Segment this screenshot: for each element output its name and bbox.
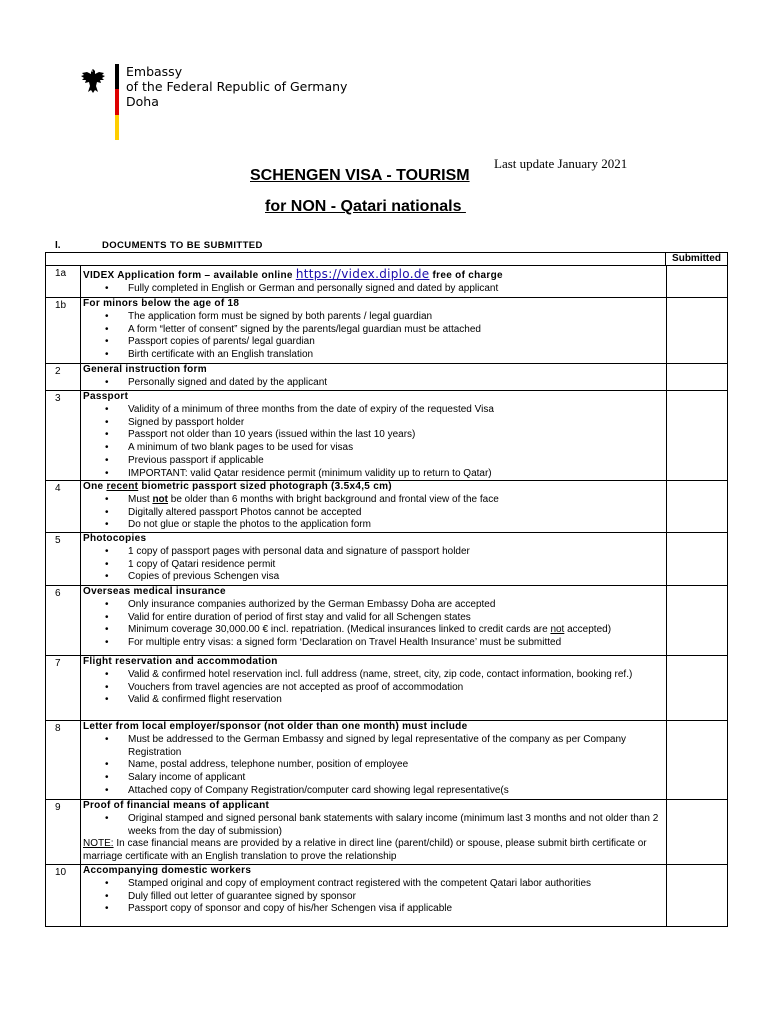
row-heading: For minors below the age of 18 — [83, 298, 240, 309]
row-heading: Photocopies — [83, 533, 147, 544]
bullet-item: • Copies of previous Schengen visa — [83, 571, 666, 584]
documents-checklist-table — [45, 252, 728, 927]
bullet-text-suffix: be older than 6 months with bright background and frontal view of the face — [168, 493, 499, 505]
embassy-line-3: Doha — [126, 94, 159, 109]
row-number: 3 — [46, 391, 81, 480]
row-description — [82, 533, 666, 585]
bullet-item: • Digitally altered passport Photos cannot be accepted — [83, 507, 666, 520]
german-flag-bar — [115, 64, 119, 140]
bullet-item: • Attached copy of Company Registration/computer card showing legal representative(s — [83, 785, 666, 798]
row-heading: Passport — [83, 391, 129, 402]
table-row — [46, 390, 727, 480]
table-row — [46, 480, 727, 532]
bullet-item — [83, 494, 666, 507]
bullet-item: • Vouchers from travel agencies are not accepted as proof of accommodation — [83, 682, 666, 695]
row-number: 10 — [46, 865, 81, 927]
row-heading: Letter from local employer/sponsor (not older than one month) must include — [83, 721, 468, 732]
row-heading — [83, 268, 666, 283]
submitted-checkbox[interactable] — [666, 656, 727, 720]
table-row — [46, 799, 727, 864]
document-title: SCHENGEN VISA - TOURISM — [250, 167, 470, 184]
submitted-column-header: Submitted — [665, 253, 727, 266]
bullet-item: • Valid & confirmed hotel reservation incl. full address (name, street, city, zip code, contact information, booking ref.) — [83, 669, 666, 682]
row-heading: Proof of financial means of applicant — [83, 800, 270, 811]
row-description — [82, 586, 666, 655]
row-number: 6 — [46, 586, 81, 655]
bullet-text-suffix: accepted) — [564, 624, 612, 636]
submitted-checkbox[interactable] — [666, 865, 727, 927]
table-row — [46, 363, 727, 390]
row-heading-text: VIDEX Application form – available online — [83, 270, 296, 281]
row-heading-suffix: biometric passport sized photograph (3.5x4,5 cm) — [138, 481, 392, 492]
submitted-checkbox[interactable] — [666, 266, 727, 297]
table-row — [46, 720, 727, 799]
bullet-item: • Passport not older than 10 years (issued within the last 10 years) — [83, 429, 666, 442]
bullet-item: • Stamped original and copy of employment contract registered with the competent Qatari labor authorities — [83, 878, 666, 891]
bullet-item: • Valid & confirmed flight reservation — [83, 694, 666, 707]
bullet-emphasis: not — [550, 624, 565, 636]
table-row — [46, 532, 727, 585]
row-heading-suffix: free of charge — [429, 270, 503, 281]
last-update-date: Last update January 2021 — [494, 156, 628, 171]
flag-stripe-black — [115, 64, 119, 89]
section-number: I. — [55, 240, 61, 251]
bullet-item: • IMPORTANT: valid Qatar residence permit (minimum validity up to return to Qatar) — [83, 468, 666, 480]
row-description — [82, 865, 666, 927]
videx-link[interactable]: https://videx.diplo.de — [295, 267, 430, 281]
row-number: 1a — [46, 266, 81, 297]
table-row — [46, 864, 727, 927]
row-description — [82, 391, 666, 480]
row-heading — [83, 481, 666, 494]
bullet-item: • For multiple entry visas: a signed form ‘Declaration on Travel Health Insurance’ must be submitted — [83, 637, 666, 650]
row-description — [82, 364, 666, 390]
bullet-item: • A minimum of two blank pages to be used for visas — [83, 442, 666, 455]
submitted-checkbox[interactable] — [666, 298, 727, 363]
row-description — [82, 481, 666, 532]
embassy-line-1: Embassy — [126, 64, 183, 79]
document-subtitle: for NON - Qatari nationals — [265, 198, 466, 215]
section-title: DOCUMENTS TO BE SUBMITTED — [102, 240, 263, 251]
bullet-text: Minimum coverage 30,000.00 € incl. repatriation. (Medical insurances linked to credit cards are — [128, 624, 551, 636]
row-heading: Flight reservation and accommodation — [83, 656, 278, 667]
note-body: In case financial means are provided by a relative in direct line (parent/child) or spouse, please submit birth certificate or marriage certificate with an English translation to prove the relationship — [83, 838, 647, 863]
bullet-item: • Original stamped and signed personal bank statements with salary income (minimum last 3 months and not older than 2 weeks from the day of submission) — [83, 813, 666, 839]
bullet-item: • Valid for entire duration of period of first stay and valid for all Schengen states — [83, 612, 666, 625]
bullet-item: • Birth certificate with an English translation — [83, 349, 666, 362]
row-description — [82, 266, 666, 297]
bullet-item: • Do not glue or staple the photos to the application form — [83, 519, 666, 532]
row-number: 8 — [46, 721, 81, 799]
flag-stripe-red — [115, 89, 119, 114]
bullet-item: • The application form must be signed by both parents / legal guardian — [83, 311, 666, 324]
bullet-item: • Must be addressed to the German Embassy and signed by legal representative of the company as per Company Registration — [83, 734, 666, 760]
bullet-emphasis: not — [152, 493, 168, 505]
row-heading: Accompanying domestic workers — [83, 865, 252, 876]
submitted-checkbox[interactable] — [666, 533, 727, 585]
bullet-item: • A form “letter of consent” signed by the parents/legal guardian must be attached — [83, 324, 666, 337]
bullet-item: • Validity of a minimum of three months from the date of expiry of the requested Visa — [83, 404, 666, 417]
bullet-item: • Salary income of applicant — [83, 772, 666, 785]
row-description — [82, 298, 666, 363]
table-row — [46, 655, 727, 720]
row-heading: Overseas medical insurance — [83, 586, 226, 597]
submitted-checkbox[interactable] — [666, 391, 727, 480]
row-number: 1b — [46, 298, 81, 363]
bullet-item: • Name, postal address, telephone number, position of employee — [83, 759, 666, 772]
table-row — [46, 297, 727, 363]
federal-eagle-icon — [78, 66, 108, 96]
embassy-name — [126, 64, 386, 109]
note-text — [83, 838, 666, 864]
bullet-item: • Passport copy of sponsor and copy of his/her Schengen visa if applicable — [83, 903, 666, 916]
bullet-item: • Duly filled out letter of guarantee signed by sponsor — [83, 891, 666, 904]
bullet-item: • Fully completed in English or German and personally signed and dated by applicant — [83, 283, 666, 296]
table-row — [46, 585, 727, 655]
row-heading: General instruction form — [83, 364, 207, 375]
flag-stripe-gold — [115, 115, 119, 140]
row-heading-text: One — [83, 481, 107, 492]
note-label: NOTE: — [83, 838, 114, 850]
embassy-line-2: of the Federal Republic of Germany — [126, 79, 348, 94]
row-description — [82, 721, 666, 799]
row-description — [82, 800, 666, 864]
row-number: 7 — [46, 656, 81, 720]
bullet-item: • Personally signed and dated by the applicant — [83, 377, 666, 390]
bullet-item: • 1 copy of passport pages with personal data and signature of passport holder — [83, 546, 666, 559]
table-row — [46, 265, 727, 297]
row-number: 2 — [46, 364, 81, 390]
bullet-item: • Passport copies of parents/ legal guardian — [83, 336, 666, 349]
submitted-checkbox[interactable] — [666, 586, 727, 655]
submitted-checkbox[interactable] — [666, 721, 727, 799]
row-number: 5 — [46, 533, 81, 585]
row-heading-emphasis: recent — [106, 481, 139, 492]
bullet-item: • 1 copy of Qatari residence permit — [83, 559, 666, 572]
bullet-text: Must — [128, 493, 153, 505]
submitted-checkbox[interactable] — [666, 481, 727, 532]
row-number: 9 — [46, 800, 81, 864]
submitted-checkbox[interactable] — [666, 800, 727, 864]
bullet-item — [83, 624, 666, 637]
submitted-checkbox[interactable] — [666, 364, 727, 390]
bullet-item: • Previous passport if applicable — [83, 455, 666, 468]
bullet-item: • Signed by passport holder — [83, 417, 666, 430]
row-description — [82, 656, 666, 720]
row-number: 4 — [46, 481, 81, 532]
bullet-item: • Only insurance companies authorized by the German Embassy Doha are accepted — [83, 599, 666, 612]
